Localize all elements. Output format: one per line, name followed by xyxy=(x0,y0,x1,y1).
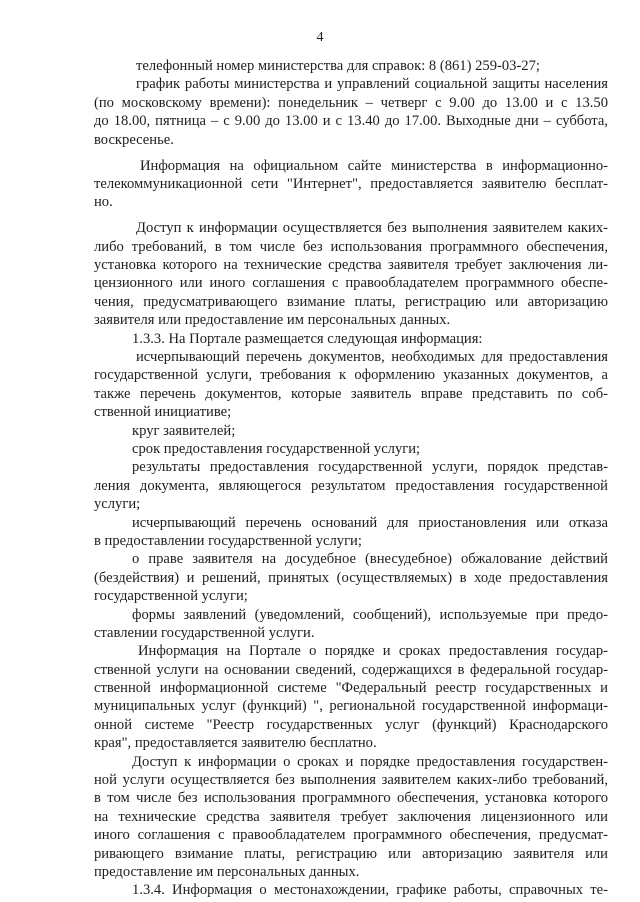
text-line: срок предоставления государственной услуги; xyxy=(132,441,421,457)
text-line: установка которого на технические средства заявителя требует заключения ли- xyxy=(94,257,608,274)
text-line: телекоммуникационной сети "Интернет", предоставляется заявителю бесплат- xyxy=(94,175,608,192)
text-line: график работы министерства и управлений социальной защиты населения xyxy=(136,76,608,93)
text-line: до 18.00, пятница – с 9.00 до 13.00 и с 13.40 до 17.00. Выходные дни – суббота, xyxy=(94,113,608,130)
text-line: ственной информационной системе "Федеральный реестр государственных и xyxy=(94,680,608,697)
text-line: чения, предусматривающего взимание платы, регистрацию или авторизацию xyxy=(94,293,608,310)
paragraph xyxy=(94,514,608,551)
paragraph xyxy=(94,75,608,149)
paragraph-spacing xyxy=(94,212,608,220)
text-line: предоставление им персональных данных. xyxy=(94,863,360,880)
text-line: ривающего взимание платы, регистрацию или авторизацию заявителя или xyxy=(94,845,608,862)
text-line: либо требований, в том числе без использования программного обеспечения, xyxy=(94,238,608,255)
paragraph xyxy=(94,219,608,329)
text-line: 1.3.4. Информация о местонахождении, графике работы, справочных те- xyxy=(132,882,608,899)
paragraph xyxy=(94,753,608,882)
text-line: формы заявлений (уведомлений, сообщений), используемые при предо- xyxy=(132,606,608,623)
text-line: в том числе без использования программного обеспечения, установка которого xyxy=(94,790,608,807)
text-line: Доступ к информации о сроках и порядке предоставления государствен- xyxy=(132,753,608,770)
text-line: ной услуги осуществляется без выполнения заявителем каких-либо требований, xyxy=(94,772,608,789)
text-line: заявителя или предоставление им персональных данных. xyxy=(94,312,451,329)
paragraph xyxy=(94,458,608,513)
text-line: услуги; xyxy=(94,496,141,513)
paragraph xyxy=(94,157,608,212)
text-line: 1.3.3. На Портале размещается следующая информация: xyxy=(132,330,483,347)
text-line: исчерпывающий перечень документов, необходимых для предоставления xyxy=(136,349,608,366)
text-line: также перечень документов, которые заявитель вправе представить по соб- xyxy=(94,385,608,402)
text-line: но. xyxy=(94,194,113,211)
text-line: в предоставлении государственной услуги; xyxy=(94,532,362,549)
text-line: муниципальных услуг (функций) ", региональной государственной информаци- xyxy=(94,698,608,715)
text-line: онной системе "Реестр государственных услуг (функций) Краснодарского xyxy=(94,716,608,733)
paragraph xyxy=(94,348,608,422)
text-line: иного соглашения с правообладателем программного обеспечения, предусмат- xyxy=(94,827,608,844)
paragraph xyxy=(94,330,608,348)
text-line: (по московскому времени): понедельник – четверг с 9.00 до 13.00 и с 13.50 xyxy=(94,94,608,111)
text-line: ставлении государственной услуги. xyxy=(94,624,315,641)
text-line: ственной инициативе; xyxy=(94,404,232,421)
paragraph xyxy=(94,550,608,605)
paragraph xyxy=(94,606,608,643)
text-line: государственной услуги; xyxy=(94,588,248,605)
text-line: Информация на официальном сайте министерства в информационно- xyxy=(140,157,608,174)
text-line: Информация на Портале о порядке и сроках предоставления государ- xyxy=(138,643,608,660)
text-line: круг заявителей; xyxy=(132,422,236,439)
paragraph xyxy=(94,440,608,458)
text-line: ственной услуги на основании сведений, содержащихся в федеральной государ- xyxy=(94,661,608,678)
text-line: Доступ к информации осуществляется без выполнения заявителем каких- xyxy=(136,220,608,237)
page-number: 4 xyxy=(316,30,324,45)
text-line: ления документа, являющегося результатом предоставления государственной xyxy=(94,477,608,494)
document-body xyxy=(94,57,608,900)
paragraph xyxy=(94,642,608,752)
text-line: государственной услуги, требования к оформлению указанных документов, а xyxy=(94,367,608,384)
paragraph xyxy=(94,57,608,75)
text-line: цензионного или иного соглашения с правообладателем программного обеспе- xyxy=(94,275,608,292)
text-line: исчерпывающий перечень оснований для приостановления или отказа xyxy=(132,514,608,531)
text-line: телефонный номер министерства для справок: 8 (861) 259-03-27; xyxy=(136,58,540,74)
text-line: результаты предоставления государственной услуги, порядок представ- xyxy=(132,459,608,476)
text-line: на технические средства заявителя требует заключения лицензионного или xyxy=(94,808,608,825)
paragraph-spacing xyxy=(94,149,608,157)
paragraph xyxy=(94,881,608,899)
text-line: (бездействия) и решений, принятых (осуществляемых) в ходе предоставления xyxy=(94,569,608,586)
text-line: о праве заявителя на досудебное (внесудебное) обжалование действий xyxy=(132,551,608,568)
text-line: воскресенье. xyxy=(94,131,174,148)
paragraph xyxy=(94,422,608,440)
text-line: края", предоставляется заявителю бесплатно. xyxy=(94,735,377,752)
